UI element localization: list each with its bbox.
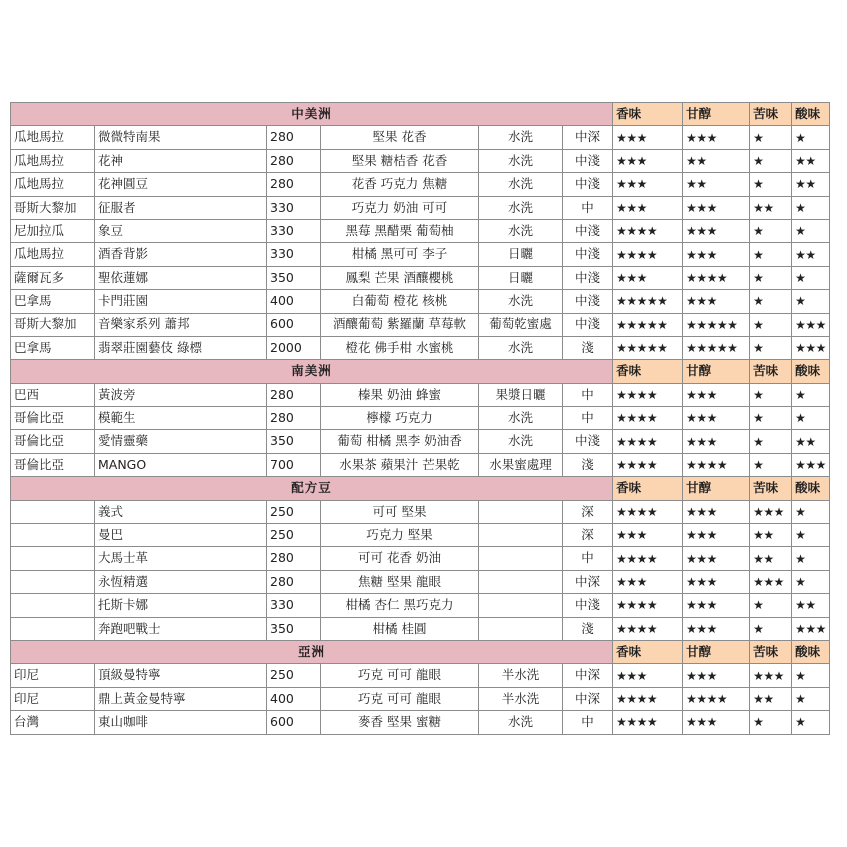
roast-level-cell: 中: [563, 711, 613, 734]
bean-name-cell: 義式: [95, 500, 267, 523]
acidity-rating: ★★: [792, 243, 830, 266]
bean-name-cell: 翡翠莊園藝伎 綠標: [95, 336, 267, 359]
price-cell: 250: [267, 524, 321, 547]
aroma-rating: ★★★: [613, 196, 683, 219]
roast-level-cell: 深: [563, 524, 613, 547]
aroma-rating: ★★★: [613, 126, 683, 149]
process-cell: [479, 594, 563, 617]
price-cell: 2000: [267, 336, 321, 359]
roast-level-cell: 中淺: [563, 243, 613, 266]
acidity-rating: ★★: [792, 594, 830, 617]
bitterness-rating: ★★: [750, 524, 792, 547]
process-cell: [479, 500, 563, 523]
roast-level-cell: 中淺: [563, 430, 613, 453]
section-header-row: [11, 103, 830, 126]
roast-level-cell: 淺: [563, 453, 613, 476]
roast-level-cell: 中深: [563, 570, 613, 593]
body-header: 甘醇: [683, 103, 750, 126]
bean-name-cell: 模範生: [95, 407, 267, 430]
bitter-header: 苦味: [750, 477, 792, 500]
aroma-rating: ★★★: [613, 149, 683, 172]
body-rating: ★★★: [683, 126, 750, 149]
origin-cell: 哥斯大黎加: [11, 196, 95, 219]
bean-name-cell: 曼巴: [95, 524, 267, 547]
section-title: 配方豆: [11, 477, 613, 500]
acid-header: 酸味: [792, 640, 830, 663]
bitterness-rating: ★: [750, 266, 792, 289]
bitterness-rating: ★: [750, 407, 792, 430]
acidity-rating: ★: [792, 524, 830, 547]
body-rating: ★★★: [683, 243, 750, 266]
flavor-notes-cell: 柑橘 桂圓: [321, 617, 479, 640]
flavor-notes-cell: 柑橘 黑可可 李子: [321, 243, 479, 266]
price-cell: 250: [267, 664, 321, 687]
table-row: [11, 453, 830, 476]
bitter-header: 苦味: [750, 360, 792, 383]
table-row: [11, 547, 830, 570]
bitterness-rating: ★: [750, 594, 792, 617]
flavor-notes-cell: 可可 堅果: [321, 500, 479, 523]
flavor-notes-cell: 巧克 可可 龍眼: [321, 664, 479, 687]
process-cell: 水果蜜處理: [479, 453, 563, 476]
roast-level-cell: 淺: [563, 336, 613, 359]
bitterness-rating: ★★★: [750, 570, 792, 593]
roast-level-cell: 中深: [563, 687, 613, 710]
process-cell: 日曬: [479, 243, 563, 266]
bean-name-cell: 愛情靈藥: [95, 430, 267, 453]
price-cell: 330: [267, 219, 321, 242]
flavor-notes-cell: 堅果 花香: [321, 126, 479, 149]
body-rating: ★★★: [683, 711, 750, 734]
process-cell: 水洗: [479, 711, 563, 734]
roast-level-cell: 中: [563, 196, 613, 219]
acidity-rating: ★★★: [792, 336, 830, 359]
table-row: [11, 336, 830, 359]
aroma-header: 香味: [613, 477, 683, 500]
table-row: [11, 196, 830, 219]
bitterness-rating: ★: [750, 617, 792, 640]
roast-level-cell: 中淺: [563, 219, 613, 242]
table-row: [11, 173, 830, 196]
origin-cell: [11, 547, 95, 570]
bean-name-cell: 花神: [95, 149, 267, 172]
origin-cell: 台灣: [11, 711, 95, 734]
body-rating: ★★★★★: [683, 336, 750, 359]
flavor-notes-cell: 柑橘 杏仁 黑巧克力: [321, 594, 479, 617]
bitterness-rating: ★: [750, 711, 792, 734]
flavor-notes-cell: 堅果 糖桔香 花香: [321, 149, 479, 172]
price-cell: 400: [267, 687, 321, 710]
roast-level-cell: 深: [563, 500, 613, 523]
bean-name-cell: 奔跑吧戰士: [95, 617, 267, 640]
acidity-rating: ★★: [792, 173, 830, 196]
origin-cell: 瓜地馬拉: [11, 149, 95, 172]
price-cell: 280: [267, 547, 321, 570]
body-rating: ★★★: [683, 219, 750, 242]
bitterness-rating: ★★★: [750, 664, 792, 687]
bitterness-rating: ★: [750, 126, 792, 149]
aroma-rating: ★★★: [613, 664, 683, 687]
aroma-rating: ★★★★: [613, 617, 683, 640]
acidity-rating: ★: [792, 570, 830, 593]
bitterness-rating: ★★: [750, 196, 792, 219]
table-body: [11, 103, 830, 735]
table-row: [11, 687, 830, 710]
acidity-rating: ★: [792, 196, 830, 219]
aroma-rating: ★★★★★: [613, 313, 683, 336]
process-cell: 半水洗: [479, 664, 563, 687]
price-cell: 280: [267, 407, 321, 430]
bean-name-cell: 大馬士革: [95, 547, 267, 570]
acidity-rating: ★★: [792, 149, 830, 172]
price-cell: 250: [267, 500, 321, 523]
aroma-rating: ★★★★★: [613, 290, 683, 313]
roast-level-cell: 中淺: [563, 266, 613, 289]
aroma-rating: ★★★★: [613, 243, 683, 266]
bitter-header: 苦味: [750, 103, 792, 126]
process-cell: 水洗: [479, 173, 563, 196]
origin-cell: 印尼: [11, 687, 95, 710]
section-title: 南美洲: [11, 360, 613, 383]
body-rating: ★★★: [683, 290, 750, 313]
aroma-header: 香味: [613, 360, 683, 383]
flavor-notes-cell: 橙花 佛手柑 水蜜桃: [321, 336, 479, 359]
table-row: [11, 126, 830, 149]
flavor-notes-cell: 酒釀葡萄 紫羅蘭 草莓軟: [321, 313, 479, 336]
price-cell: 350: [267, 430, 321, 453]
acidity-rating: ★: [792, 664, 830, 687]
aroma-rating: ★★★★: [613, 500, 683, 523]
acidity-rating: ★: [792, 407, 830, 430]
bitterness-rating: ★: [750, 313, 792, 336]
acidity-rating: ★★: [792, 430, 830, 453]
roast-level-cell: 中淺: [563, 594, 613, 617]
acidity-rating: ★: [792, 219, 830, 242]
table-row: [11, 617, 830, 640]
section-header-row: [11, 477, 830, 500]
body-rating: ★★★: [683, 430, 750, 453]
origin-cell: 哥倫比亞: [11, 407, 95, 430]
aroma-rating: ★★★★★: [613, 336, 683, 359]
process-cell: [479, 570, 563, 593]
table-row: [11, 570, 830, 593]
price-cell: 600: [267, 313, 321, 336]
body-rating: ★★: [683, 173, 750, 196]
roast-level-cell: 中深: [563, 126, 613, 149]
aroma-rating: ★★★: [613, 266, 683, 289]
aroma-header: 香味: [613, 103, 683, 126]
bitterness-rating: ★: [750, 173, 792, 196]
bean-name-cell: 東山咖啡: [95, 711, 267, 734]
table-row: [11, 219, 830, 242]
bitterness-rating: ★★: [750, 547, 792, 570]
bean-name-cell: 頂級曼特寧: [95, 664, 267, 687]
bean-name-cell: 微微特南果: [95, 126, 267, 149]
origin-cell: 印尼: [11, 664, 95, 687]
aroma-rating: ★★★★: [613, 594, 683, 617]
process-cell: 日曬: [479, 266, 563, 289]
process-cell: 水洗: [479, 336, 563, 359]
bitterness-rating: ★: [750, 290, 792, 313]
table-row: [11, 524, 830, 547]
acidity-rating: ★: [792, 687, 830, 710]
price-cell: 700: [267, 453, 321, 476]
coffee-menu-table: [10, 102, 830, 735]
body-rating: ★★★★: [683, 453, 750, 476]
table-row: [11, 430, 830, 453]
process-cell: 半水洗: [479, 687, 563, 710]
aroma-rating: ★★★: [613, 173, 683, 196]
bean-name-cell: 征服者: [95, 196, 267, 219]
origin-cell: [11, 524, 95, 547]
process-cell: 水洗: [479, 219, 563, 242]
bitterness-rating: ★: [750, 336, 792, 359]
bean-name-cell: 卡門莊園: [95, 290, 267, 313]
origin-cell: [11, 500, 95, 523]
flavor-notes-cell: 巧克 可可 龍眼: [321, 687, 479, 710]
aroma-rating: ★★★★: [613, 383, 683, 406]
section-title: 亞洲: [11, 640, 613, 663]
table-row: [11, 243, 830, 266]
roast-level-cell: 中淺: [563, 313, 613, 336]
aroma-rating: ★★★★: [613, 407, 683, 430]
bean-name-cell: 象豆: [95, 219, 267, 242]
section-header-row: [11, 640, 830, 663]
bean-name-cell: 酒香背影: [95, 243, 267, 266]
price-cell: 280: [267, 570, 321, 593]
aroma-rating: ★★★: [613, 570, 683, 593]
body-rating: ★★★: [683, 664, 750, 687]
body-rating: ★★★: [683, 547, 750, 570]
body-rating: ★★: [683, 149, 750, 172]
acidity-rating: ★: [792, 547, 830, 570]
acidity-rating: ★★★: [792, 617, 830, 640]
flavor-notes-cell: 白葡萄 橙花 核桃: [321, 290, 479, 313]
process-cell: 水洗: [479, 290, 563, 313]
flavor-notes-cell: 葡萄 柑橘 黑李 奶油香: [321, 430, 479, 453]
price-cell: 280: [267, 383, 321, 406]
section-title: 中美洲: [11, 103, 613, 126]
body-rating: ★★★★★: [683, 313, 750, 336]
table-row: [11, 407, 830, 430]
section-header-row: [11, 360, 830, 383]
body-header: 甘醇: [683, 640, 750, 663]
flavor-notes-cell: 巧克力 堅果: [321, 524, 479, 547]
table-row: [11, 266, 830, 289]
origin-cell: 瓜地馬拉: [11, 173, 95, 196]
aroma-rating: ★★★★: [613, 687, 683, 710]
flavor-notes-cell: 花香 巧克力 焦糖: [321, 173, 479, 196]
acid-header: 酸味: [792, 360, 830, 383]
acidity-rating: ★: [792, 266, 830, 289]
bitter-header: 苦味: [750, 640, 792, 663]
aroma-rating: ★★★★: [613, 453, 683, 476]
process-cell: 水洗: [479, 430, 563, 453]
body-header: 甘醇: [683, 477, 750, 500]
bitterness-rating: ★★: [750, 687, 792, 710]
body-rating: ★★★: [683, 594, 750, 617]
price-cell: 400: [267, 290, 321, 313]
process-cell: 水洗: [479, 149, 563, 172]
bean-name-cell: 鼎上黃金曼特寧: [95, 687, 267, 710]
roast-level-cell: 淺: [563, 617, 613, 640]
roast-level-cell: 中: [563, 547, 613, 570]
flavor-notes-cell: 麥香 堅果 蜜糖: [321, 711, 479, 734]
aroma-rating: ★★★★: [613, 430, 683, 453]
origin-cell: 哥倫比亞: [11, 430, 95, 453]
flavor-notes-cell: 焦糖 堅果 龍眼: [321, 570, 479, 593]
flavor-notes-cell: 黑莓 黑醋栗 葡萄柚: [321, 219, 479, 242]
origin-cell: 巴拿馬: [11, 290, 95, 313]
roast-level-cell: 中淺: [563, 290, 613, 313]
process-cell: 水洗: [479, 196, 563, 219]
price-cell: 330: [267, 196, 321, 219]
body-rating: ★★★: [683, 500, 750, 523]
bitterness-rating: ★: [750, 383, 792, 406]
aroma-rating: ★★★★: [613, 219, 683, 242]
bitterness-rating: ★: [750, 430, 792, 453]
table-row: [11, 711, 830, 734]
body-header: 甘醇: [683, 360, 750, 383]
roast-level-cell: 中淺: [563, 149, 613, 172]
bean-name-cell: 音樂家系列 蕭邦: [95, 313, 267, 336]
origin-cell: [11, 570, 95, 593]
bitterness-rating: ★: [750, 453, 792, 476]
flavor-notes-cell: 榛果 奶油 蜂蜜: [321, 383, 479, 406]
bitterness-rating: ★★★: [750, 500, 792, 523]
bean-name-cell: 永恆精選: [95, 570, 267, 593]
roast-level-cell: 中: [563, 383, 613, 406]
acidity-rating: ★: [792, 290, 830, 313]
bitterness-rating: ★: [750, 149, 792, 172]
process-cell: [479, 547, 563, 570]
flavor-notes-cell: 水果茶 蘋果汁 芒果乾: [321, 453, 479, 476]
body-rating: ★★★: [683, 196, 750, 219]
bean-name-cell: 聖依蓮娜: [95, 266, 267, 289]
bean-name-cell: 黃波旁: [95, 383, 267, 406]
table-row: [11, 313, 830, 336]
body-rating: ★★★: [683, 524, 750, 547]
acidity-rating: ★: [792, 500, 830, 523]
acidity-rating: ★: [792, 711, 830, 734]
price-cell: 280: [267, 173, 321, 196]
price-cell: 600: [267, 711, 321, 734]
roast-level-cell: 中淺: [563, 173, 613, 196]
price-cell: 330: [267, 594, 321, 617]
table-row: [11, 664, 830, 687]
aroma-rating: ★★★★: [613, 711, 683, 734]
bitterness-rating: ★: [750, 219, 792, 242]
acid-header: 酸味: [792, 477, 830, 500]
aroma-rating: ★★★: [613, 524, 683, 547]
body-rating: ★★★: [683, 570, 750, 593]
origin-cell: 哥倫比亞: [11, 453, 95, 476]
table-row: [11, 500, 830, 523]
origin-cell: 瓜地馬拉: [11, 243, 95, 266]
flavor-notes-cell: 鳳梨 芒果 酒釀櫻桃: [321, 266, 479, 289]
price-cell: 280: [267, 126, 321, 149]
price-cell: 280: [267, 149, 321, 172]
body-rating: ★★★★: [683, 687, 750, 710]
origin-cell: 瓜地馬拉: [11, 126, 95, 149]
body-rating: ★★★: [683, 617, 750, 640]
acidity-rating: ★★★: [792, 313, 830, 336]
flavor-notes-cell: 可可 花香 奶油: [321, 547, 479, 570]
process-cell: [479, 617, 563, 640]
body-rating: ★★★: [683, 383, 750, 406]
bean-name-cell: MANGO: [95, 453, 267, 476]
origin-cell: [11, 617, 95, 640]
acid-header: 酸味: [792, 103, 830, 126]
aroma-rating: ★★★★: [613, 547, 683, 570]
bean-name-cell: 花神圓豆: [95, 173, 267, 196]
table-row: [11, 290, 830, 313]
price-cell: 350: [267, 617, 321, 640]
acidity-rating: ★: [792, 126, 830, 149]
flavor-notes-cell: 巧克力 奶油 可可: [321, 196, 479, 219]
roast-level-cell: 中: [563, 407, 613, 430]
process-cell: 果漿日曬: [479, 383, 563, 406]
process-cell: 水洗: [479, 407, 563, 430]
acidity-rating: ★: [792, 383, 830, 406]
process-cell: 葡萄乾蜜處: [479, 313, 563, 336]
price-cell: 350: [267, 266, 321, 289]
body-rating: ★★★★: [683, 266, 750, 289]
aroma-header: 香味: [613, 640, 683, 663]
roast-level-cell: 中深: [563, 664, 613, 687]
origin-cell: 哥斯大黎加: [11, 313, 95, 336]
origin-cell: 薩爾瓦多: [11, 266, 95, 289]
process-cell: 水洗: [479, 126, 563, 149]
origin-cell: 巴拿馬: [11, 336, 95, 359]
origin-cell: 尼加拉瓜: [11, 219, 95, 242]
table-row: [11, 149, 830, 172]
body-rating: ★★★: [683, 407, 750, 430]
price-cell: 330: [267, 243, 321, 266]
origin-cell: [11, 594, 95, 617]
acidity-rating: ★★★: [792, 453, 830, 476]
table-row: [11, 383, 830, 406]
process-cell: [479, 524, 563, 547]
flavor-notes-cell: 檸檬 巧克力: [321, 407, 479, 430]
bean-name-cell: 托斯卡娜: [95, 594, 267, 617]
origin-cell: 巴西: [11, 383, 95, 406]
bitterness-rating: ★: [750, 243, 792, 266]
table-row: [11, 594, 830, 617]
